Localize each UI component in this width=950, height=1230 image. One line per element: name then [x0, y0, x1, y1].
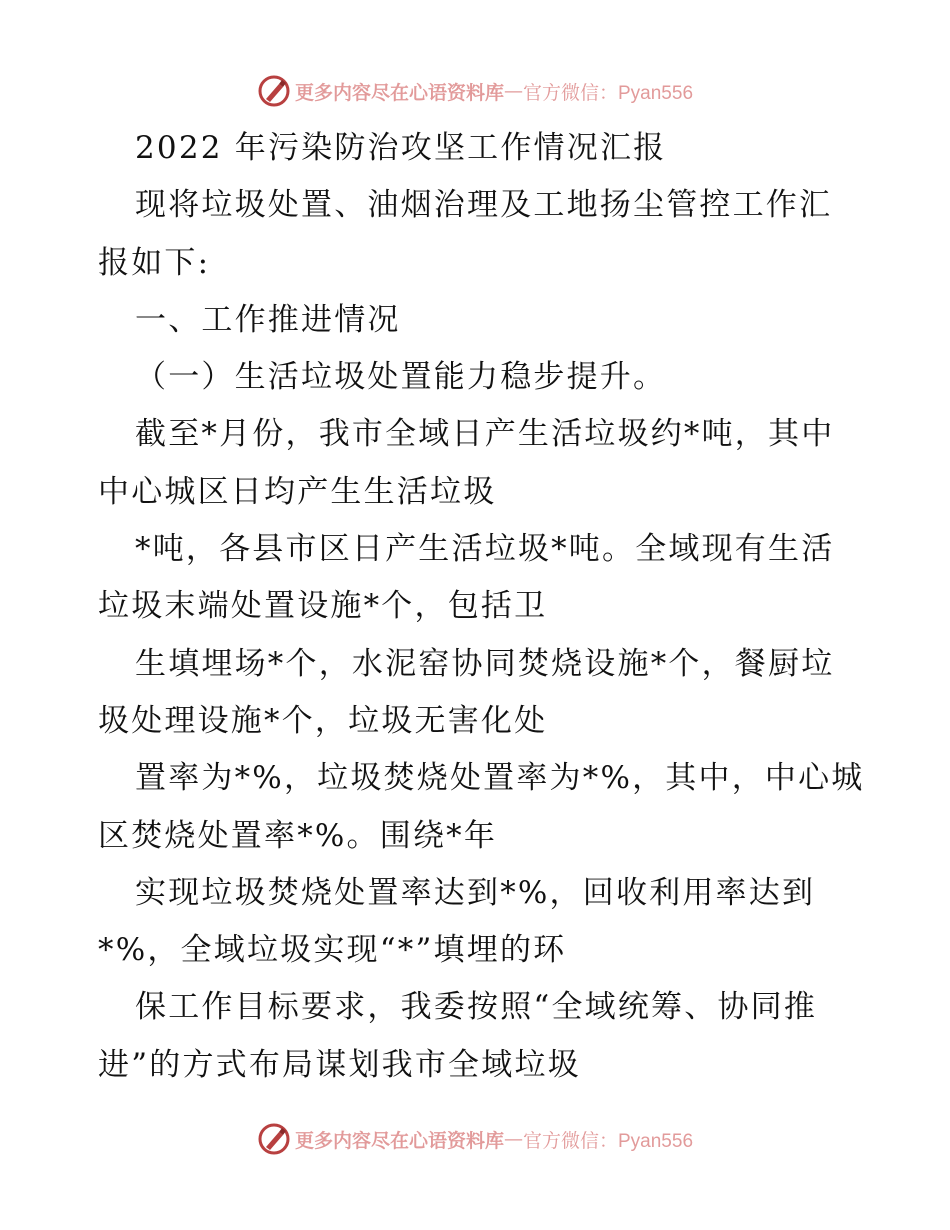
paragraph-line: 生填埋场*个，水泥窑协同焚烧设施*个，餐厨垃: [135, 645, 835, 682]
paragraph-line: 现将垃圾处置、油烟治理及工地扬尘管控工作汇: [135, 187, 833, 224]
paragraph-line: 置率为*%，垃圾焚烧处置率为*%，其中，中心城: [135, 760, 865, 797]
watermark-brand: 更多内容尽在心语资料库: [294, 1129, 504, 1152]
paragraph-line: 中心城区日均产生生活垃圾: [98, 473, 497, 510]
paragraph-line: 截至*月份，我市全域日产生活垃圾约*吨，其中: [135, 416, 835, 453]
section-heading: 一、工作推进情况: [135, 301, 401, 338]
paragraph-line: *%，全域垃圾实现“*”填埋的环: [98, 932, 567, 969]
paragraph-line: 保工作目标要求，我委按照“全域统筹、协同推: [135, 989, 818, 1026]
watermark-contact: 官方微信：Pyan556: [523, 1130, 694, 1152]
pen-circle-logo-icon: [257, 74, 291, 108]
watermark-contact: 官方微信：Pyan556: [523, 82, 694, 104]
watermark-brand: 更多内容尽在心语资料库: [294, 81, 504, 104]
watermark-separator: —: [504, 1128, 523, 1150]
document-title: 2022 年污染防治攻坚工作情况汇报: [135, 130, 667, 166]
paragraph-line: 实现垃圾焚烧处置率达到*%，回收利用率达到: [135, 874, 816, 911]
paragraph-line: 垃圾末端处置设施*个，包括卫: [98, 588, 548, 625]
watermark-separator: —: [504, 80, 523, 102]
document-body: [98, 120, 865, 1094]
paragraph-line: *吨，各县市区日产生活垃圾*吨。全域现有生活: [135, 531, 835, 568]
header-watermark: [0, 71, 950, 111]
pen-circle-logo-icon: [257, 1122, 291, 1156]
footer-watermark: [0, 1119, 950, 1159]
paragraph-line: 进”的方式布局谋划我市全域垃圾: [98, 1046, 581, 1083]
paragraph-line: 区焚烧处置率*%。围绕*年: [98, 817, 498, 854]
paragraph-line: 圾处理设施*个，垃圾无害化处: [98, 702, 548, 739]
paragraph-line: 报如下:: [98, 244, 211, 281]
subsection-heading: （一）生活垃圾处置能力稳步提升。: [135, 359, 667, 396]
